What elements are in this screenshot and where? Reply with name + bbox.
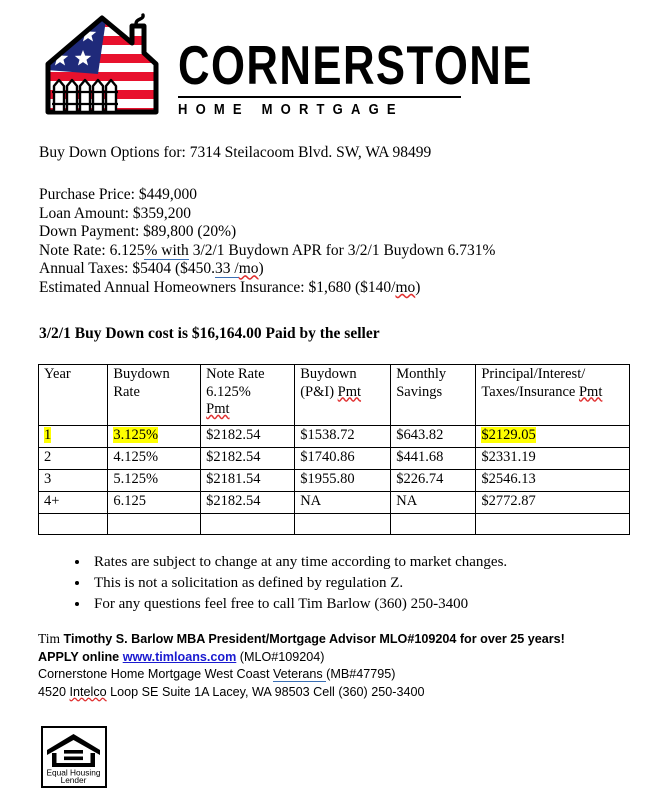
header-buydown-rate: Buydown Rate: [108, 365, 201, 426]
footer-address-a: 4520: [38, 684, 70, 699]
cell-year: 3: [39, 470, 108, 492]
cell-empty: [476, 514, 630, 535]
insurance-suffix: ): [415, 278, 421, 296]
cell-empty: [295, 514, 391, 535]
timloans-link[interactable]: www.timloans.com: [122, 649, 237, 664]
equal-housing-label-line1: Equal Housing: [46, 767, 101, 778]
footer-company-suffix: (MB#47795): [326, 667, 396, 682]
buydown-options-table: [38, 364, 630, 535]
cell-year: 2: [39, 448, 108, 470]
cell-buydown-rate: 6.125: [108, 492, 201, 514]
footer-name-rest: Timothy S. Barlow MBA President/Mortgage Advisor MLO#109204 for over 25 years!: [60, 632, 565, 646]
insurance-prefix: Estimated Annual Homeowners Insurance: $1,680 ($140/: [39, 278, 396, 296]
cell-year: 4+: [39, 492, 108, 514]
table-row: [39, 492, 630, 514]
header-monthly-savings: Monthly Savings: [391, 365, 476, 426]
note-rate-prefix: Note Rate: 6.125: [39, 241, 145, 259]
cell-monthly-savings: NA: [391, 492, 476, 514]
annual-taxes-grammar-underline: 33 /: [215, 260, 239, 278]
cell-note-rate-pmt: $2182.54: [201, 426, 295, 448]
cell-buydown-pi: NA: [295, 492, 391, 514]
cell-piti: $2129.05: [476, 426, 630, 448]
buydown-cost-line: 3/2/1 Buy Down cost is $16,164.00 Paid by the seller: [39, 325, 380, 342]
cell-empty: [201, 514, 295, 535]
footer-company-line: [38, 666, 608, 684]
brand-divider: [178, 96, 461, 98]
list-item: • This is not a solicitation as defined by regulation Z.: [90, 573, 507, 594]
footer-name-line: [38, 630, 608, 649]
cell-empty: [391, 514, 476, 535]
footer-intelco-spellcheck: Intelco: [69, 684, 107, 699]
annual-taxes-spellcheck: mo: [238, 260, 259, 278]
header-note-rate-pmt: Note Rate 6.125% Pmt: [201, 365, 295, 426]
cell-note-rate-pmt: $2182.54: [201, 448, 295, 470]
note-rate-suffix: 3/2/1 Buydown APR for 3/2/1 Buydown 6.731%: [188, 241, 496, 259]
cell-buydown-rate: 5.125%: [108, 470, 201, 492]
insurance-line: [39, 279, 495, 298]
loan-amount-line: Loan Amount: $359,200: [39, 204, 191, 222]
cell-monthly-savings: $226.74: [391, 470, 476, 492]
footer-company-prefix: Cornerstone Home Mortgage West Coast: [38, 667, 273, 682]
cell-buydown-pi: $1740.86: [295, 448, 391, 470]
cell-piti: $2772.87: [476, 492, 630, 514]
header-year: Year: [39, 365, 108, 426]
brand-wordmark: [178, 34, 533, 118]
buydown-address-line: Buy Down Options for: 7314 Steilacoom Blvd. SW, WA 98499: [39, 144, 432, 161]
table-row-empty: [39, 514, 630, 535]
list-item: • For any questions feel free to call Tim Barlow (360) 250-3400: [90, 594, 507, 615]
down-payment-line: Down Payment: $89,800 (20%): [39, 223, 237, 241]
cell-note-rate-pmt: $2182.54: [201, 492, 295, 514]
header-buydown-pi-pmt: Buydown (P&I) Pmt: [295, 365, 391, 426]
footer-tim-prefix: Tim: [38, 631, 61, 646]
brand-subtitle: HOME MORTGAGE: [178, 100, 404, 118]
note-rate-line: [39, 242, 495, 261]
cell-buydown-pi: $1955.80: [295, 470, 391, 492]
equal-housing-label-line2: Lender: [60, 775, 87, 785]
cell-buydown-rate: 3.125%: [108, 426, 201, 448]
header-piti-pmt: Principal/Interest/ Taxes/Insurance Pmt: [476, 365, 630, 426]
cell-piti: $2546.13: [476, 470, 630, 492]
annual-taxes-line: [39, 260, 495, 279]
disclaimer-list: [62, 552, 507, 615]
document-header: [40, 12, 533, 122]
cell-year: 1: [39, 426, 108, 448]
cell-note-rate-pmt: $2181.54: [201, 470, 295, 492]
cell-empty: [39, 514, 108, 535]
footer-veterans-underline: Veterans: [272, 667, 327, 682]
list-item: • Rates are subject to change at any time according to market changes.: [90, 552, 507, 573]
equal-housing-lender-icon: [41, 726, 107, 788]
insurance-spellcheck: mo: [395, 278, 416, 296]
note-rate-grammar-underline: % with: [144, 241, 189, 259]
footer-apply-line: [38, 649, 608, 667]
american-flag-house-logo-icon: [40, 12, 175, 120]
annual-taxes-suffix: ): [258, 260, 264, 278]
table-row: [39, 426, 630, 448]
table-header-row: [39, 365, 630, 426]
table-row: [39, 448, 630, 470]
footer-apply-suffix: (MLO#109204): [236, 649, 325, 664]
loan-facts-block: [39, 186, 495, 298]
cell-piti: $2331.19: [476, 448, 630, 470]
cell-buydown-pi: $1538.72: [295, 426, 391, 448]
purchase-price-line: Purchase Price: $449,000: [39, 186, 197, 203]
annual-taxes-prefix: Annual Taxes: $5404 ($450.: [39, 260, 215, 278]
cell-monthly-savings: $441.68: [391, 448, 476, 470]
footer-address-line: [38, 684, 608, 702]
table-row: [39, 470, 630, 492]
footer-apply-prefix: APPLY online: [38, 649, 123, 664]
cell-monthly-savings: $643.82: [391, 426, 476, 448]
cell-buydown-rate: 4.125%: [108, 448, 201, 470]
footer-address-b: Loop SE Suite 1A Lacey, WA 98503 Cell (360) 250-3400: [106, 684, 425, 699]
cell-empty: [108, 514, 201, 535]
brand-name: CORNERSTONE: [178, 34, 533, 96]
contact-footer: [38, 630, 608, 701]
